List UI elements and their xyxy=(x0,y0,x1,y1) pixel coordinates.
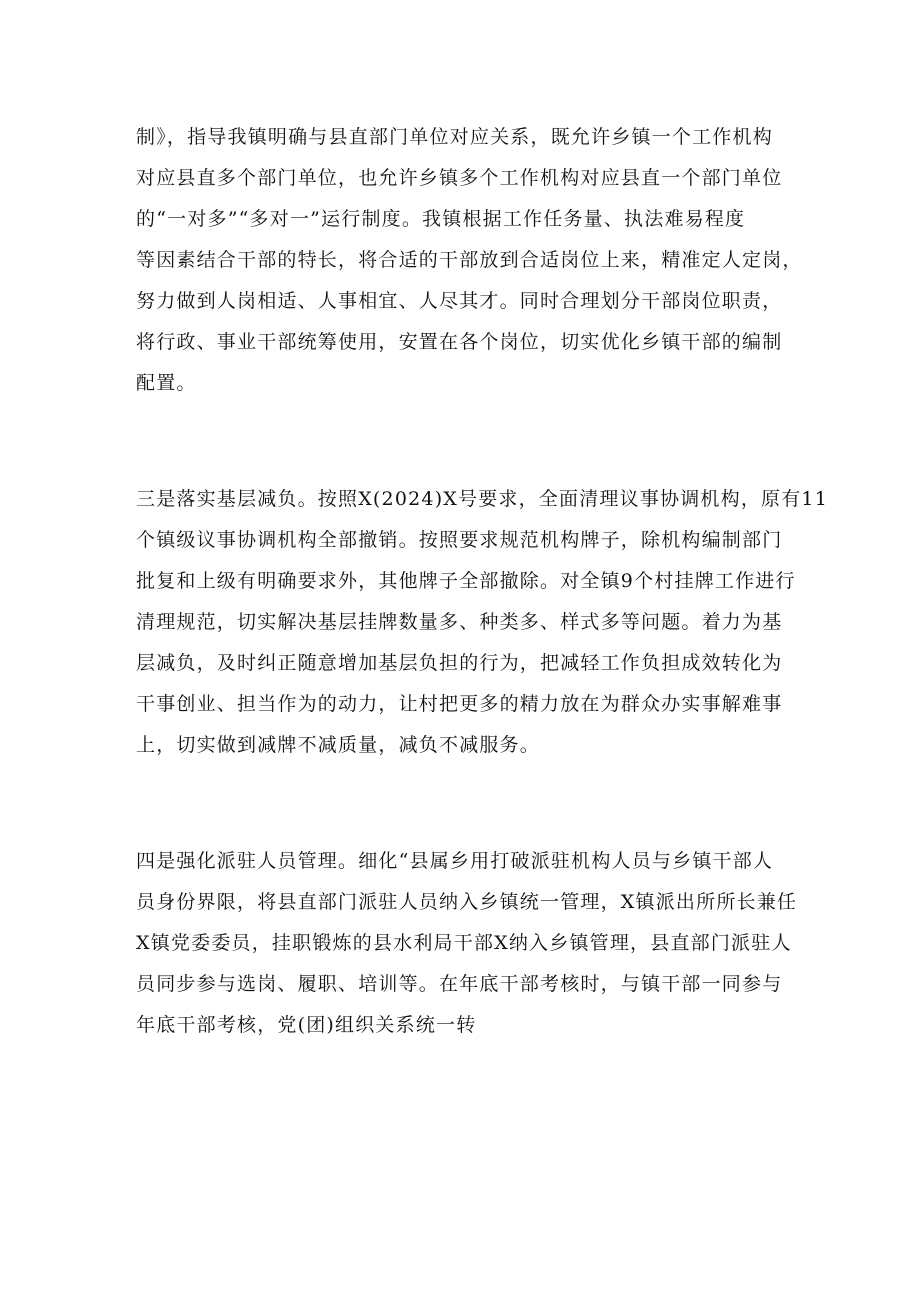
text-line: 制》，指导我镇明确与县直部门单位对应关系，既允许乡镇一个工作机构 xyxy=(136,126,773,148)
paragraph-3 xyxy=(136,841,796,1046)
text-line: 年底干部考核，党(团)组织关系统一转 xyxy=(136,1014,477,1036)
text-line: 等因素结合干部的特长，将合适的干部放到合适岗位上来，精准定人定岗， xyxy=(136,249,803,271)
text-line: 层减负，及时纠正随意增加基层负担的行为，把减轻工作负担成效转化为 xyxy=(136,652,783,674)
document-body xyxy=(136,117,829,1046)
text-line: 批复和上级有明确要求外，其他牌子全部撤除。对全镇9个村挂牌工作进行 xyxy=(136,570,796,592)
paragraph-gap xyxy=(136,766,796,841)
paragraph-1 xyxy=(136,117,803,404)
text-line: X镇党委委员，挂职锻炼的县水利局干部X纳入乡镇管理，县直部门派驻人 xyxy=(136,932,792,954)
text-line: 的“一对多”“多对一”运行制度。我镇根据工作任务量、执法难易程度 xyxy=(136,208,746,230)
text-line: 个镇级议事协调机构全部撤销。按照要求规范机构牌子，除机构编制部门 xyxy=(136,529,783,551)
text-line: 将行政、事业干部统筹使用，安置在各个岗位，切实优化乡镇干部的编制 xyxy=(136,331,783,353)
text-line: 干事创业、担当作为的动力，让村把更多的精力放在为群众办实事解难事 xyxy=(136,693,783,715)
text-line: 员身份界限，将县直部门派驻人员纳入乡镇统一管理，X镇派出所所长兼任 xyxy=(136,891,798,913)
paragraph-2 xyxy=(136,479,829,766)
text-line: 上，切实做到减牌不减质量，减负不减服务。 xyxy=(136,734,541,756)
paragraph-gap xyxy=(136,404,796,479)
text-line: 对应县直多个部门单位，也允许乡镇多个工作机构对应县直一个部门单位 xyxy=(136,167,783,189)
text-line: 清理规范，切实解决基层挂牌数量多、种类多、样式多等问题。着力为基 xyxy=(136,611,783,633)
text-line: 配置。 xyxy=(136,372,197,394)
text-line: 三是落实基层减负。按照X(2024)X号要求，全面清理议事协调机构，原有11 xyxy=(136,488,829,510)
text-line: 四是强化派驻人员管理。细化“县属乡用打破派驻机构人员与乡镇干部人 xyxy=(136,850,774,872)
text-line: 努力做到人岗相适、人事相宜、人尽其才。同时合理划分干部岗位职责， xyxy=(136,290,783,312)
text-line: 员同步参与选岗、履职、培训等。在年底干部考核时，与镇干部一同参与 xyxy=(136,973,783,995)
